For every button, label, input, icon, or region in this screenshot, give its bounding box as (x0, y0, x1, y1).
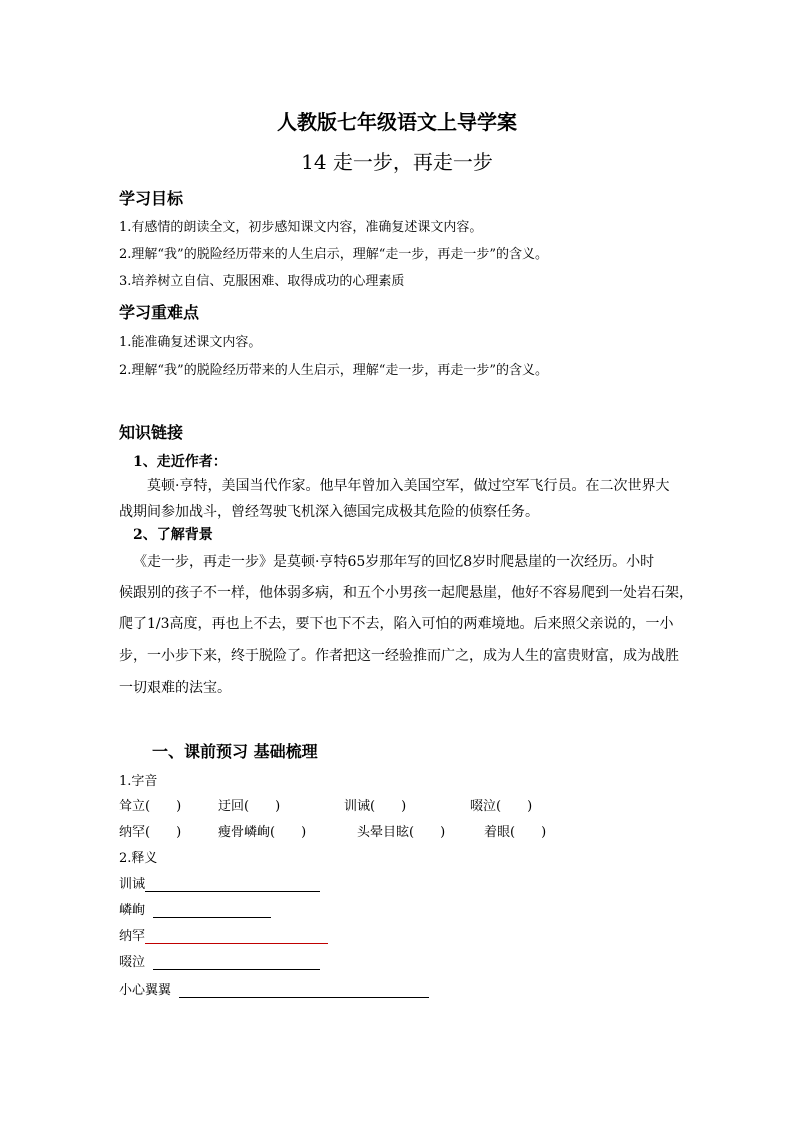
answer-blank[interactable] (145, 929, 328, 944)
author-heading: 1、走近作者： (133, 454, 227, 470)
answer-blank[interactable] (153, 955, 320, 970)
background-heading: 2、了解背景 (133, 527, 213, 543)
objective-1: 1.有感情的朗读全文，初步感知课文内容，准确复述课文内容。 (119, 220, 483, 235)
author-line-1: 莫顿·亨特，美国当代作家。他早年曾加入美国空军，做过空军飞行员。在二次世界大 (147, 478, 670, 494)
pron-item: 头晕目眩( ) (357, 825, 446, 840)
objectives-heading: 学习目标 (119, 189, 184, 208)
meaning-term: 小心翼翼 (119, 983, 172, 998)
pronunciation-label: 1.字音 (119, 774, 158, 789)
pron-item: 瘦骨嶙峋( ) (218, 825, 307, 840)
meaning-row (119, 925, 328, 944)
pron-item: 纳罕( ) (119, 825, 182, 840)
meaning-row (119, 951, 320, 970)
pron-item: 啜泣( ) (470, 799, 533, 814)
meaning-term: 纳罕 (119, 929, 146, 944)
answer-blank[interactable] (153, 903, 271, 918)
objective-3: 3.培养树立自信、克服困难、取得成功的心理素质 (119, 274, 405, 289)
background-line-5: 一切艰难的法宝。 (119, 680, 231, 696)
meaning-label: 2.释义 (119, 851, 158, 866)
meaning-row (119, 873, 320, 892)
meaning-row (119, 899, 271, 918)
pron-item: 耸立( ) (119, 799, 182, 814)
keypoint-1: 1.能准确复述课文内容。 (119, 335, 262, 350)
pron-item: 着眼( ) (484, 825, 547, 840)
background-line-1: 《走一步，再走一步》是莫顿·亨特65岁那年写的回忆8岁时爬悬崖的一次经历。小时 (133, 554, 655, 570)
meaning-term: 训诫 (119, 877, 146, 892)
answer-blank[interactable] (145, 877, 320, 892)
knowledge-heading: 知识链接 (119, 423, 184, 442)
meaning-term: 啜泣 (119, 955, 146, 970)
preview-heading: 一、课前预习 基础梳理 (152, 742, 318, 761)
keypoints-heading: 学习重难点 (119, 303, 200, 322)
lesson-title: 14 走一步，再走一步 (301, 150, 493, 174)
background-line-2: 候跟别的孩子不一样，他体弱多病，和五个小男孩一起爬悬崖，他好不容易爬到一处岩石架， (119, 585, 693, 601)
answer-blank[interactable] (179, 983, 429, 998)
keypoint-2: 2.理解“我”的脱险经历带来的人生启示，理解“走一步，再走一步”的含义。 (119, 363, 548, 378)
meaning-row (119, 979, 429, 998)
pron-item: 训诫( ) (344, 799, 407, 814)
meaning-term: 嶙峋 (119, 903, 146, 918)
page-title: 人教版七年级语文上导学案 (277, 110, 517, 134)
background-line-3: 爬了1/3高度，再也上不去，要下也下不去，陷入可怕的两难境地。后来照父亲说的，一小 (119, 616, 674, 632)
pron-item: 迂回( ) (218, 799, 281, 814)
background-line-4: 步，一小步下来，终于脱险了。作者把这一经验推而广之，成为人生的富贵财富，成为战胜 (119, 648, 679, 664)
objective-2: 2.理解“我”的脱险经历带来的人生启示，理解“走一步，再走一步”的含义。 (119, 247, 548, 262)
author-line-2: 战期间参加战斗，曾经驾驶飞机深入德国完成极其危险的侦察任务。 (119, 504, 539, 520)
